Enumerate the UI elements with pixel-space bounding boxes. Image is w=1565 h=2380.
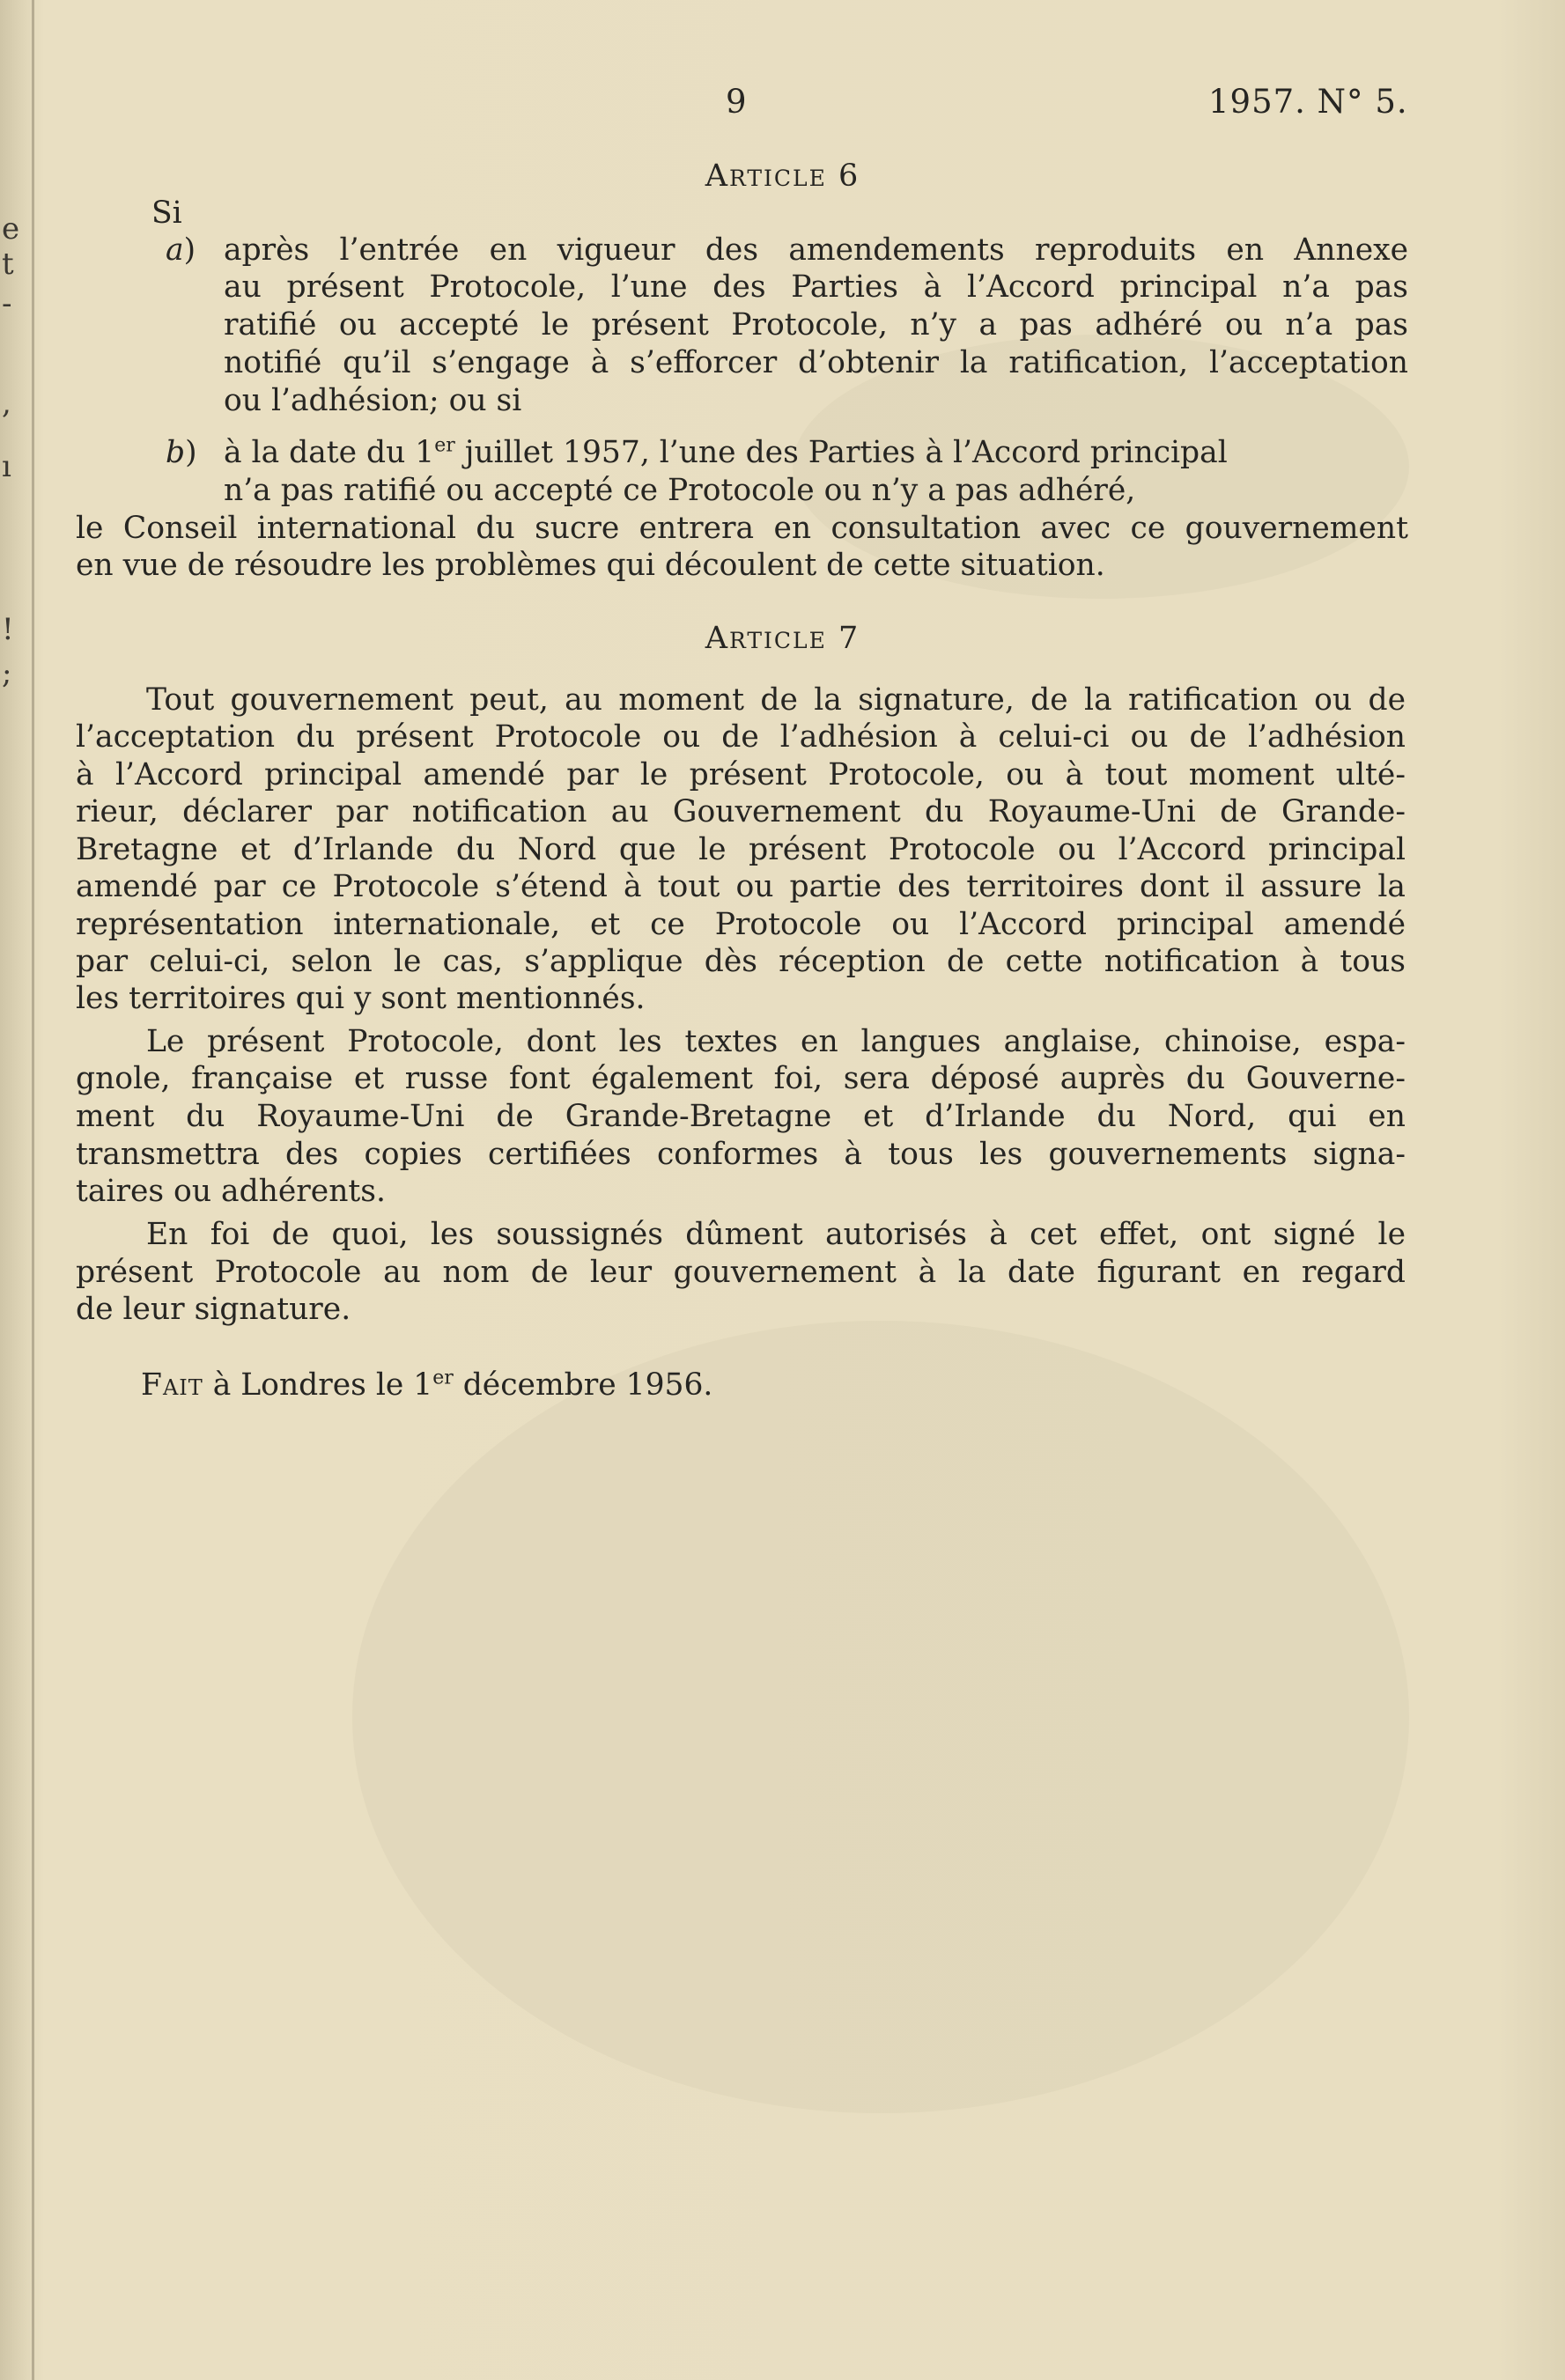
article-7-p3-line: de leur signature. xyxy=(76,1292,351,1327)
item-a-line: après l’entrée en vigueur des amendements reproduits en Annexe xyxy=(224,232,1408,268)
item-a-line: ou l’adhésion; ou si xyxy=(224,383,522,418)
closing-line: Fait à Londres le 1er décembre 1956. xyxy=(141,1367,713,1403)
edge-mark: - xyxy=(2,286,12,321)
article-6-title: Article 6 xyxy=(705,158,860,194)
edge-mark: ı xyxy=(2,449,11,484)
item-a-label: a) xyxy=(166,232,196,268)
article-7-p1-line: à l’Accord principal amendé par le présent Protocole, ou à tout moment ulté- xyxy=(76,757,1406,792)
item-a-line: ratifié ou accepté le présent Protocole, n’y a pas adhéré ou n’a pas xyxy=(224,307,1408,343)
article-7-p1-line: rieur, déclarer par notification au Gouvernement du Royaume-Uni de Grande- xyxy=(76,794,1406,829)
document-reference: 1957. N° 5. xyxy=(1208,83,1408,121)
article-7-p3-line: présent Protocole au nom de leur gouvernement à la date figurant en regard xyxy=(76,1255,1406,1290)
article-7-p2-line: transmettra des copies certifiées conformes à tous les gouvernements signa- xyxy=(76,1137,1406,1172)
article-7-p1-line: par celui-ci, selon le cas, s’applique dès réception de cette notification à tous xyxy=(76,944,1406,979)
edge-mark: t xyxy=(2,247,14,282)
edge-mark: ; xyxy=(2,656,12,691)
article-7-p1-line: amendé par ce Protocole s’étend à tout ou partie des territoires dont il assure la xyxy=(76,869,1406,904)
article-7-p1-line: représentation internationale, et ce Protocole ou l’Accord principal amendé xyxy=(76,907,1406,942)
article-7-p1-line: les territoires qui y sont mentionnés. xyxy=(76,981,646,1016)
article-7-p3-line: En foi de quoi, les soussignés dûment autorisés à cet effet, ont signé le xyxy=(146,1217,1406,1252)
item-a-line: notifié qu’il s’engage à s’efforcer d’obtenir la ratification, l’acceptation xyxy=(224,345,1408,380)
article-7-p2-line: gnole, française et russe font également foi, sera déposé auprès du Gouverne- xyxy=(76,1061,1406,1096)
closing-fait: Fait xyxy=(141,1367,203,1403)
item-b-line: à la date du 1 $^{er}$ juillet 1957, l’une des Parties à l’Accord principal xyxy=(224,434,1228,470)
article-7-p1-line: Tout gouvernement peut, au moment de la signature, de la ratification ou de xyxy=(146,682,1406,718)
edge-mark: , xyxy=(2,386,11,421)
item-b-line: n’a pas ratifié ou accepté ce Protocole ou n’y a pas adhéré, xyxy=(224,473,1136,508)
article-7-p1-line: Bretagne et d’Irlande du Nord que le présent Protocole ou l’Accord principal xyxy=(76,832,1406,867)
edge-mark: ! xyxy=(2,612,14,647)
article-7-p2-line: ment du Royaume-Uni de Grande-Bretagne et d’Irlande du Nord, qui en xyxy=(76,1099,1406,1134)
edge-mark: e xyxy=(2,211,20,247)
article-7-p2-line: Le présent Protocole, dont les textes en langues anglaise, chinoise, espa- xyxy=(146,1024,1406,1059)
article-6-intro: Si xyxy=(151,195,182,231)
show-through-blot xyxy=(352,1321,1409,2113)
article-6-closing-line: le Conseil international du sucre entrera en consultation avec ce gouvernement xyxy=(76,511,1408,546)
binding-gutter xyxy=(32,0,34,2380)
article-6-closing-line: en vue de résoudre les problèmes qui découlent de cette situation. xyxy=(76,548,1105,583)
item-a-line: au présent Protocole, l’une des Parties à l’Accord principal n’a pas xyxy=(224,269,1408,305)
page-number: 9 xyxy=(726,83,748,121)
article-7-title: Article 7 xyxy=(705,621,860,656)
article-7-p1-line: l’acceptation du présent Protocole ou de l’adhésion à celui-ci ou de l’adhésion xyxy=(76,719,1406,755)
item-b-label: b) xyxy=(166,435,197,470)
article-7-p2-line: taires ou adhérents. xyxy=(76,1174,386,1209)
